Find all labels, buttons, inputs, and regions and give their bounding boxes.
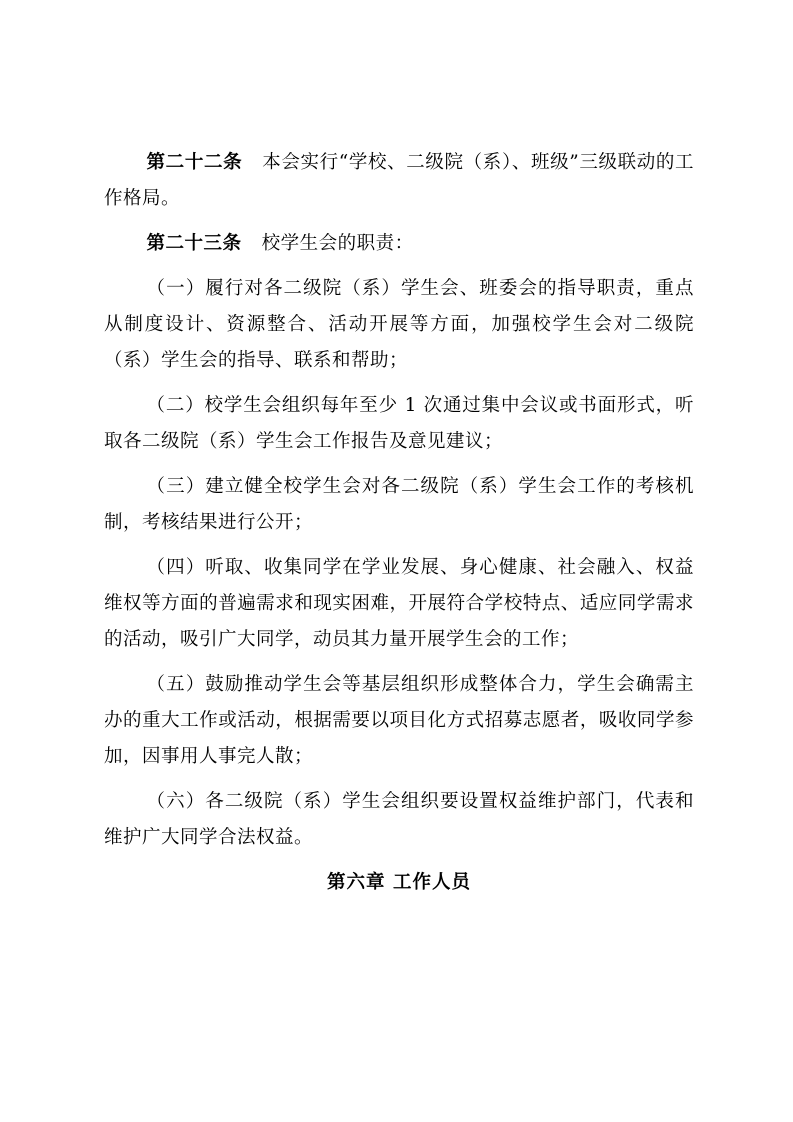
duty-item-1: （一）履行对各二级院（系）学生会、班委会的指导职责，重点从制度设计、资源整合、活动开展等方面，加强校学生会对二级院（系）学生会的指导、联系和帮助； [104, 278, 694, 371]
article-23 [104, 226, 694, 262]
chapter-heading: 第六章 工作人员 [327, 872, 471, 893]
article-23-text: 校学生会的职责： [261, 233, 414, 254]
article-22-label: 第二十二条 [146, 152, 243, 173]
duty-item-5: （五）鼓励推动学生会等基层组织形成整体合力，学生会确需主办的重大工作或活动，根据需要以项目化方式招募志愿者，吸收同学参加，因事用人事完人散； [104, 674, 694, 767]
article-23-label: 第二十三条 [146, 233, 242, 254]
duty-item-3: （三）建立健全校学生会对各二级院（系）学生会工作的考核机制，考核结果进行公开； [104, 476, 694, 533]
article-22-text: 本会实行“学校、二级院（系）、班级”三级联动的工作格局。 [104, 152, 694, 209]
document-body [104, 145, 694, 901]
article-22 [104, 145, 694, 217]
duty-item-6: （六）各二级院（系）学生会组织要设置权益维护部门，代表和维护广大同学合法权益。 [104, 791, 694, 848]
duty-item-2: （二）校学生会组织每年至少 1 次通过集中会议或书面形式，听取各二级院（系）学生会工作报告及意见建议； [104, 395, 694, 452]
duty-item-4: （四）听取、收集同学在学业发展、身心健康、社会融入、权益维权等方面的普遍需求和现实困难，开展符合学校特点、适应同学需求的活动，吸引广大同学，动员其力量开展学生会的工作； [104, 557, 694, 650]
